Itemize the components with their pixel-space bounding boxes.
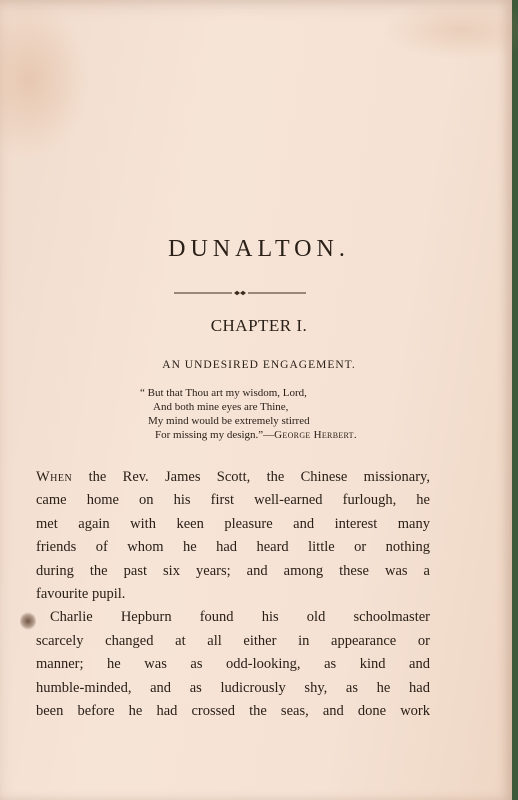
text-line: friends of whom he had heard little or nothing (36, 539, 430, 556)
text-line: scarcely changed at all either in appearance or (36, 632, 430, 649)
paper-stain (0, 0, 90, 160)
ornament-rule (174, 290, 306, 296)
text-line: When the Rev. James Scott, the Chinese missionary, (36, 469, 430, 485)
book-title: DUNALTON. (168, 236, 350, 262)
text-line: favourite pupil. (36, 586, 126, 603)
epigraph-line: For missing my design.”—George Herbert. (155, 429, 357, 441)
text-line: met again with keen pleasure and interest many (36, 515, 430, 532)
paper-stain (380, 0, 518, 60)
text-line: during the past six years; and among these was a (36, 562, 430, 579)
chapter-title: AN UNDESIRED ENGAGEMENT. (162, 359, 356, 371)
epigraph (140, 386, 460, 442)
chapter-heading: CHAPTER I. (210, 316, 308, 335)
ink-spot (20, 612, 36, 630)
text-line: manner; he was as odd-looking, as kind and (36, 656, 430, 673)
text-line: Charlie Hepburn found his old schoolmaster (50, 609, 430, 626)
epigraph-line: My mind would be extremely stirred (148, 415, 310, 427)
epigraph-line: And both mine eyes are Thine, (153, 401, 289, 413)
text-line: came home on his first well-earned furlough, he (36, 492, 430, 509)
body-text (36, 466, 430, 723)
lead-word: When (36, 469, 73, 485)
epigraph-line: “ But that Thou art my wisdom, Lord, (140, 387, 307, 399)
epigraph-attribution: George Herbert. (274, 429, 357, 441)
text-line: humble-minded, and as ludicrously shy, as he had (36, 679, 430, 696)
text-line: been before he had crossed the seas, and done work (36, 703, 430, 720)
